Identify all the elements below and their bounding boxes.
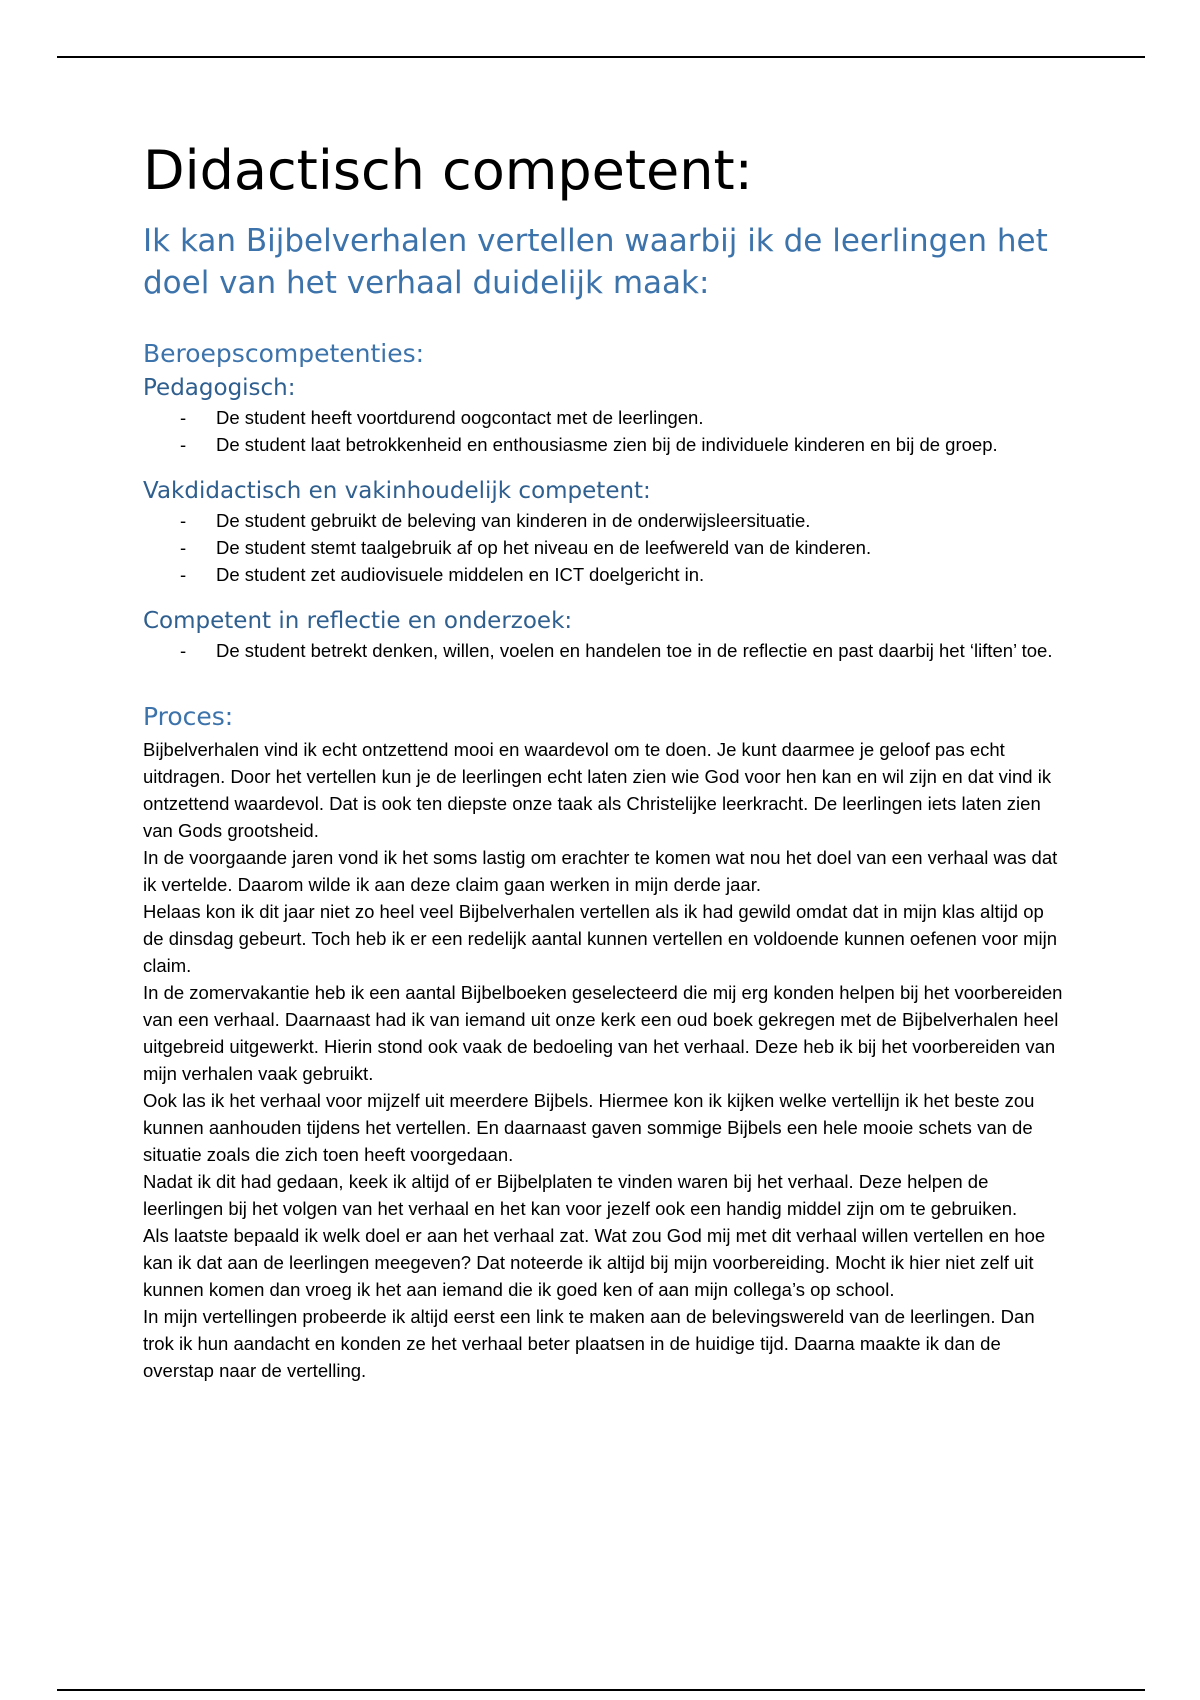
section-heading-pedagogisch: Pedagogisch:	[143, 375, 296, 401]
bullet-dash: -	[180, 640, 187, 661]
proces-text	[143, 736, 1063, 1384]
bullet-dash: -	[180, 510, 187, 531]
document-body	[143, 130, 1063, 1384]
section-heading-reflectie: Competent in reflectie en onderzoek:	[143, 608, 573, 634]
beroepscompetenties-heading: Beroepscompetenties:	[143, 339, 425, 368]
paragraph: In de voorgaande jaren vond ik het soms lastig om erachter te komen wat nou het doel van een verhaal was dat ik vertelde. Daarom wilde ik aan deze claim gaan werken in mijn derde jaar.	[143, 847, 1058, 895]
paragraph: Helaas kon ik dit jaar niet zo heel veel Bijbelverhalen vertellen als ik had gewild omdat dat in mijn klas altijd op de dinsdag gebeurt. Toch heb ik er een redelijk aantal kunnen vertellen en voldoende kunnen oefenen voor mijn claim.	[143, 901, 1057, 976]
paragraph: In mijn vertellingen probeerde ik altijd eerst een link te maken aan de belevingswereld van de leerlingen. Dan trok ik hun aandacht en konden ze het verhaal beter plaatsen in de huidige tijd. Daarna maakte ik dan de overstap naar de vertelling.	[143, 1306, 1035, 1381]
paragraph: Nadat ik dit had gedaan, keek ik altijd of er Bijbelplaten te vinden waren bij het verhaal. Deze helpen de leerlingen bij het volgen van het verhaal en het kan voor jezelf ook een handig middel zijn om te gebruiken.	[143, 1171, 1018, 1219]
list-item: - De student laat betrokkenheid en enthousiasme zien bij de individuele kinderen en bij de groep.	[180, 431, 1063, 458]
bullet-dash: -	[180, 407, 187, 428]
list-item: - De student betrekt denken, willen, voelen en handelen toe in de reflectie en past daarbij het ‘liften’ toe.	[180, 637, 1063, 664]
list-item: - De student zet audiovisuele middelen en ICT doelgericht in.	[180, 561, 1063, 588]
page-subtitle: Ik kan Bijbelverhalen vertellen waarbij ik de leerlingen het doel van het verhaal duidelijk maak:	[143, 223, 1048, 301]
paragraph: Ook las ik het verhaal voor mijzelf uit meerdere Bijbels. Hiermee kon ik kijken welke vertellijn ik het beste zou kunnen aanhouden tijdens het vertellen. En daarnaast gaven sommige Bijbels een hele mooie schets van de situatie zoals die zich toen heeft voorgedaan.	[143, 1090, 1035, 1165]
paragraph: Bijbelverhalen vind ik echt ontzettend mooi en waardevol om te doen. Je kunt daarmee je geloof pas echt uitdragen. Door het vertellen kun je de leerlingen echt laten zien wie God voor hen kan en wil zijn en dat vind ik ontzettend waardevol. Dat is ook ten diepste onze taak als Christelijke leerkracht. De leerlingen iets laten zien van Gods grootsheid.	[143, 739, 1052, 841]
reflectie-list	[143, 637, 1063, 664]
paragraph: In de zomervakantie heb ik een aantal Bijbelboeken geselecteerd die mij erg konden helpen bij het voorbereiden van een verhaal. Daarnaast had ik van iemand uit onze kerk een oud boek gekregen met de Bijbelverhalen heel uitgebreid uitgewerkt. Hierin stond ook vaak de bedoeling van het verhaal. Deze heb ik bij het voorbereiden van mijn verhalen vaak gebruikt.	[143, 982, 1063, 1084]
pedagogisch-list	[143, 404, 1063, 458]
list-item: - De student stemt taalgebruik af op het niveau en de leefwereld van de kinderen.	[180, 534, 1063, 561]
proces-heading: Proces:	[143, 702, 234, 731]
vakdidactisch-list	[143, 507, 1063, 588]
list-item: - De student heeft voortdurend oogcontact met de leerlingen.	[180, 404, 1063, 431]
page-title: Didactisch competent:	[143, 139, 753, 202]
bullet-dash: -	[180, 537, 187, 558]
footer-rule	[57, 1689, 1145, 1691]
bullet-dash: -	[180, 434, 187, 455]
bullet-dash: -	[180, 564, 187, 585]
list-item: - De student gebruikt de beleving van kinderen in de onderwijsleersituatie.	[180, 507, 1063, 534]
header-rule	[57, 56, 1145, 58]
section-heading-vakdidactisch: Vakdidactisch en vakinhoudelijk competent:	[143, 478, 651, 504]
paragraph: Als laatste bepaald ik welk doel er aan het verhaal zat. Wat zou God mij met dit verhaal willen vertellen en hoe kan ik dat aan de leerlingen meegeven? Dat noteerde ik altijd bij mijn voorbereiding. Mocht ik hier niet zelf uit kunnen komen dan vroeg ik het aan iemand die ik goed ken of aan mijn collega’s op school.	[143, 1225, 1046, 1300]
